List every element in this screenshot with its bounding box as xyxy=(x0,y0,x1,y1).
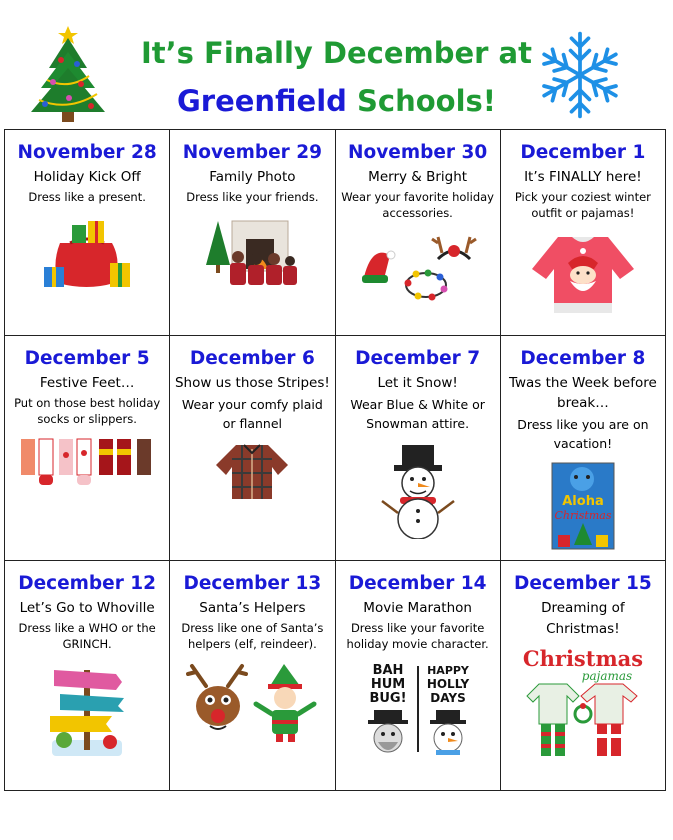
flannel-shirt-icon xyxy=(214,441,290,501)
day-description: Wear your comfy plaid or flannel xyxy=(181,397,323,431)
day-date: November 29 xyxy=(182,142,322,163)
aloha-christmas-flag-icon xyxy=(546,461,620,553)
day-date: December 15 xyxy=(513,573,652,594)
day-theme: Merry & Bright xyxy=(368,169,468,185)
day-date: December 1 xyxy=(520,142,646,163)
day-theme: It’s FINALLY here! xyxy=(524,169,642,185)
whoville-sign-icon xyxy=(42,660,132,760)
day-description: Wear your favorite holiday accessories. xyxy=(341,190,494,220)
pajamas-art-subtitle: pajamas xyxy=(581,669,633,683)
movie-characters-icon xyxy=(358,660,478,760)
day-date: November 28 xyxy=(17,142,157,163)
sign-left-line-2: HUM xyxy=(370,677,405,692)
day-cell xyxy=(335,561,500,791)
day-cell xyxy=(335,336,500,561)
sign-right-line-2: HOLLY xyxy=(426,677,469,691)
day-theme: Let’s Go to Whoville xyxy=(19,600,155,616)
sign-right-line-3: DAYS xyxy=(429,691,466,705)
sign-right-line-1: HAPPY xyxy=(426,664,469,677)
reindeer-elf-icon xyxy=(182,660,322,744)
holiday-accessories-icon xyxy=(358,229,478,307)
sign-left-line-1: BAH xyxy=(372,663,404,678)
sign-left-line-3: BUG! xyxy=(369,691,407,706)
day-theme: Festive Feet… xyxy=(39,375,135,391)
title-schools-word: Schools! xyxy=(357,84,497,118)
day-date: December 14 xyxy=(348,573,487,594)
day-date: December 5 xyxy=(24,348,150,369)
day-cell xyxy=(5,561,170,791)
day-cell xyxy=(170,561,335,791)
day-description: Dress like a present. xyxy=(28,190,146,204)
day-date: December 13 xyxy=(183,573,322,594)
holiday-socks-icon xyxy=(17,435,157,489)
day-cell xyxy=(500,130,665,336)
day-description: Dress like your friends. xyxy=(186,190,319,204)
day-theme: Show us those Stripes! xyxy=(174,375,330,391)
family-fireplace-icon xyxy=(202,213,302,289)
day-description: Dress like your favorite holiday movie character. xyxy=(346,621,489,651)
dress-up-calendar xyxy=(4,129,666,791)
day-cell xyxy=(500,336,665,561)
day-theme: Dreaming of Christmas! xyxy=(541,600,625,637)
day-date: November 30 xyxy=(348,142,488,163)
day-description: Pick your coziest winter outfit or pajamas! xyxy=(514,190,651,220)
christmas-pajamas-icon xyxy=(523,644,643,760)
snowman-icon xyxy=(376,441,460,539)
day-theme: Twas the Week before break… xyxy=(508,375,657,411)
day-cell xyxy=(170,130,335,336)
svg-text:Christmas: Christmas xyxy=(554,509,612,522)
day-theme: Santa’s Helpers xyxy=(199,600,306,616)
day-description: Put on those best holiday socks or slippers. xyxy=(14,396,161,426)
day-description: Dress like a WHO or the GRINCH. xyxy=(18,621,156,651)
day-theme: Holiday Kick Off xyxy=(33,169,141,185)
day-description: Wear Blue & White or Snowman attire. xyxy=(350,397,485,431)
day-date: December 8 xyxy=(520,348,646,369)
flyer-header xyxy=(0,0,673,128)
day-date: December 6 xyxy=(189,348,315,369)
svg-text:Aloha: Aloha xyxy=(562,494,604,509)
day-cell xyxy=(170,336,335,561)
day-date: December 12 xyxy=(18,573,157,594)
day-date: December 7 xyxy=(355,348,481,369)
snowflake-icon xyxy=(533,28,627,122)
day-theme: Let it Snow! xyxy=(377,375,458,391)
ugly-sweater-icon xyxy=(528,229,638,317)
day-description: Dress like you are on vacation! xyxy=(517,417,649,451)
day-theme: Movie Marathon xyxy=(363,600,472,616)
title-line-1: It’s Finally December at xyxy=(141,36,532,70)
day-theme: Family Photo xyxy=(209,169,296,185)
day-cell xyxy=(335,130,500,336)
day-cell xyxy=(5,130,170,336)
day-cell xyxy=(500,561,665,791)
day-cell xyxy=(5,336,170,561)
title-school-name: Greenfield xyxy=(176,84,347,118)
santa-gift-sack-icon xyxy=(42,213,132,291)
pajamas-art-title: Christmas xyxy=(522,646,643,671)
day-description: Dress like one of Santa’s helpers (elf, reindeer). xyxy=(181,621,324,651)
